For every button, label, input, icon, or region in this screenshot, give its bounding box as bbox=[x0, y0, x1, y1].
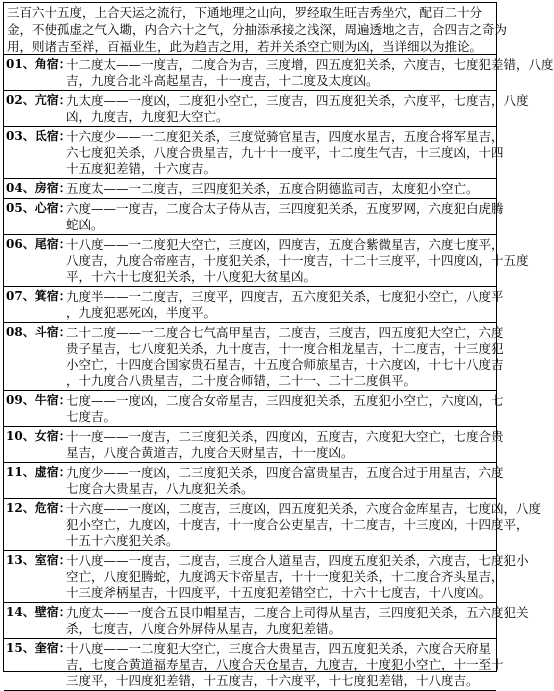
mansion-label: 12、危宿： bbox=[6, 501, 71, 515]
mansion-row bbox=[4, 179, 496, 199]
mansion-text-line: 九度太——一度合五艮巾帽星吉，二度合上司得从星吉，三四度犯关杀，五六度犯关 bbox=[66, 605, 529, 620]
mansion-row bbox=[4, 235, 529, 287]
mansion-text-line: 十二度太——一度吉，二度合为吉，三度增，四五度犯关杀，六度吉，七度犯差错，八度 bbox=[66, 57, 554, 72]
mansion-text-line: 星吉，八度合黄道吉，九度合天财星吉，十一度凶。 bbox=[66, 445, 354, 460]
mansion-label: 08、斗宿： bbox=[6, 325, 71, 339]
mansion-label: 01、角宿： bbox=[6, 57, 71, 71]
mansion-text-line: 九太度——一度凶，二度犯小空亡，三度吉，四五度犯关杀，六度平，七度吉，八度 bbox=[66, 93, 529, 108]
mansion-text-line: 十六度少——一二度犯关杀，三度觉骑官星吉，四度水星吉，五度合将军星吉， bbox=[66, 129, 504, 144]
mansion-text-line: 十三度斧柄星吉，十四度平，十五度犯差错空亡，十六十七度吉，十八度凶。 bbox=[66, 585, 492, 600]
intro-line: 金，不使孤虚之气入墈，内合六十之气，分抽添承接之浅深，周遍透地之吉，合四吉之奇为 bbox=[7, 22, 508, 37]
mansion-text-line: 犯小空亡，九度凶，十度吉，十一度合公吏星吉，十二度吉，十三度凶，十四度平， bbox=[66, 517, 529, 532]
mansion-text-line: 七度吉。 bbox=[66, 409, 117, 424]
mansion-row bbox=[4, 551, 529, 603]
mansion-text-line: 空亡，八度犯腾蛇，九度鸿天卞帝星吉，十十一度犯关杀，十二度合齐头星吉， bbox=[66, 569, 504, 584]
mansion-text-line: 吉，七度合黄道福寿星吉，八度合天仓星吉，九度吉，十度犯小空亡，十一至十 bbox=[66, 657, 504, 672]
almanac-page bbox=[3, 2, 554, 688]
mansion-text-line: 凶，九度吉，九度犯大空亡。 bbox=[66, 109, 229, 124]
mansion-row bbox=[4, 199, 504, 235]
mansion-label: 10、女宿： bbox=[6, 429, 71, 443]
mansion-text-line: 十八度——一二度犯大空亡，三度凶，四度吉，五度合紫微星吉，六度七度平， bbox=[66, 237, 504, 252]
mansion-label: 15、奎宿： bbox=[6, 641, 71, 655]
mansion-text-line: 十五度犯差错，十六度吉。 bbox=[66, 161, 217, 176]
mansion-label: 09、牛宿： bbox=[6, 393, 71, 407]
mansion-label: 13、室宿： bbox=[6, 553, 71, 567]
mansion-row bbox=[4, 499, 542, 551]
mansion-text-line: 十五十六度犯关杀。 bbox=[66, 533, 179, 548]
mansion-text-line: 吉，九度合北斗高起星吉，十一度吉，十二度及太度凶。 bbox=[66, 73, 379, 88]
mansion-text-line: 七度合大贵星吉，八九度犯关杀。 bbox=[66, 481, 254, 496]
intro-paragraph bbox=[4, 3, 508, 55]
mansion-label: 02、亢宿： bbox=[6, 93, 71, 107]
mansion-row bbox=[4, 391, 504, 427]
mansion-label: 05、心宿： bbox=[6, 201, 71, 215]
mansion-text-line: 小空亡，十四度合国家贵石星吉，十五度合师旅星吉，十六度凶，十七十八度吉 bbox=[66, 357, 504, 372]
mansion-text-line: 八度吉，九度合帝座吉，十度犯关杀，十一度吉，十二十三度平，十四度凶，十五度 bbox=[66, 253, 529, 268]
mansion-text-line: 十六度——一度凶，二度吉，三度凶，四五度犯关杀，六度合金库星吉，七度凶，八度 bbox=[66, 501, 542, 516]
mansion-text-line: 杀，七度吉，八度合外屏侍从星吉，九度犯差错。 bbox=[66, 621, 342, 636]
mansion-row bbox=[4, 127, 504, 179]
intro-line: 三百六十五度，上合天运之流行，下通地理之山向，罗经取生旺吉秀坐穴，配百二十分 bbox=[7, 5, 483, 20]
mansion-label: 04、房宿： bbox=[6, 181, 71, 195]
mansion-text-line: 六七度犯关杀，八度合贵星吉，九十十一度平，十二度生气吉，十三度凶，十四 bbox=[66, 145, 504, 160]
mansion-label: 03、氐宿： bbox=[6, 129, 71, 143]
mansion-text-line: 十八度——一度吉，二度吉，三度合人道星吉，四度五度犯关杀，六度吉，七度犯小 bbox=[66, 553, 529, 568]
mansion-text-line: 三度平，十四度犯差错，十五度吉，十六度平，十七度犯差错，十八度吉。 bbox=[66, 673, 479, 688]
mansion-text-line: 贵子星吉，七八度犯关杀，九十度吉，十一度合相龙星吉，十二度吉，十三度犯 bbox=[66, 341, 504, 356]
mansion-text-line: ，十九度合八贵星吉，二十度合师错，二十一、二十二度俱平。 bbox=[66, 373, 417, 388]
intro-line: 用，则诸吉至祥，百福业生，此为趋吉之用，若并关杀空亡则为凶，当详细以为推论。 bbox=[7, 39, 483, 54]
mansion-text-line: 五度太——一二度吉，三四度犯关杀，五度合阴德监司吉，太度犯小空亡。 bbox=[66, 181, 479, 196]
mansion-row bbox=[4, 463, 504, 499]
mansion-text-line: 九度半——一二度吉，三度平，四度吉，五六度犯关杀，七度犯小空亡，八度平 bbox=[66, 289, 504, 304]
mansion-row bbox=[4, 55, 554, 91]
mansion-text-line: 平，十六十七度犯关杀，十八度犯大贫星凶。 bbox=[66, 269, 317, 284]
mansion-text-line: 七度——一度凶，二度合女帝星吉，三四度犯关杀，五度犯小空亡，六度凶，七 bbox=[66, 393, 504, 408]
mansion-text-line: 十一度——一度吉，二三度犯关杀，四度凶，五度吉，六度犯大空亡，七度合贵 bbox=[66, 429, 504, 444]
mansion-row bbox=[4, 427, 504, 463]
mansion-row bbox=[4, 639, 504, 691]
mansion-row bbox=[4, 287, 504, 323]
mansion-text-line: 蛇凶。 bbox=[66, 217, 104, 232]
mansion-label: 11、虚宿： bbox=[6, 465, 71, 479]
mansion-text-line: ，九度犯恶死凶，半度平。 bbox=[66, 305, 217, 320]
mansion-text-line: 二十二度——一二度合七气高甲星吉，二度吉，三度吉，四五度犯大空亡，六度 bbox=[66, 325, 504, 340]
mansion-label: 07、箕宿： bbox=[6, 289, 71, 303]
mansion-row bbox=[4, 91, 529, 127]
mansion-text-line: 九度少——一度凶，二三度犯关杀，四度合富贵星吉，五度合过于用星吉，六度 bbox=[66, 465, 504, 480]
mansion-label: 06、尾宿： bbox=[6, 237, 71, 251]
mansion-row bbox=[4, 603, 529, 639]
mansion-text-line: 六度——一度吉，二度合太子侍从吉，三四度犯关杀，五度罗网，六度犯白虎腾 bbox=[66, 201, 504, 216]
mansion-text-line: 十八度——一二度犯大空亡，三度合大贵星吉，四五度犯关杀，六度合天府星 bbox=[66, 641, 492, 656]
mansion-label: 14、壁宿： bbox=[6, 605, 71, 619]
mansion-row bbox=[4, 323, 504, 391]
